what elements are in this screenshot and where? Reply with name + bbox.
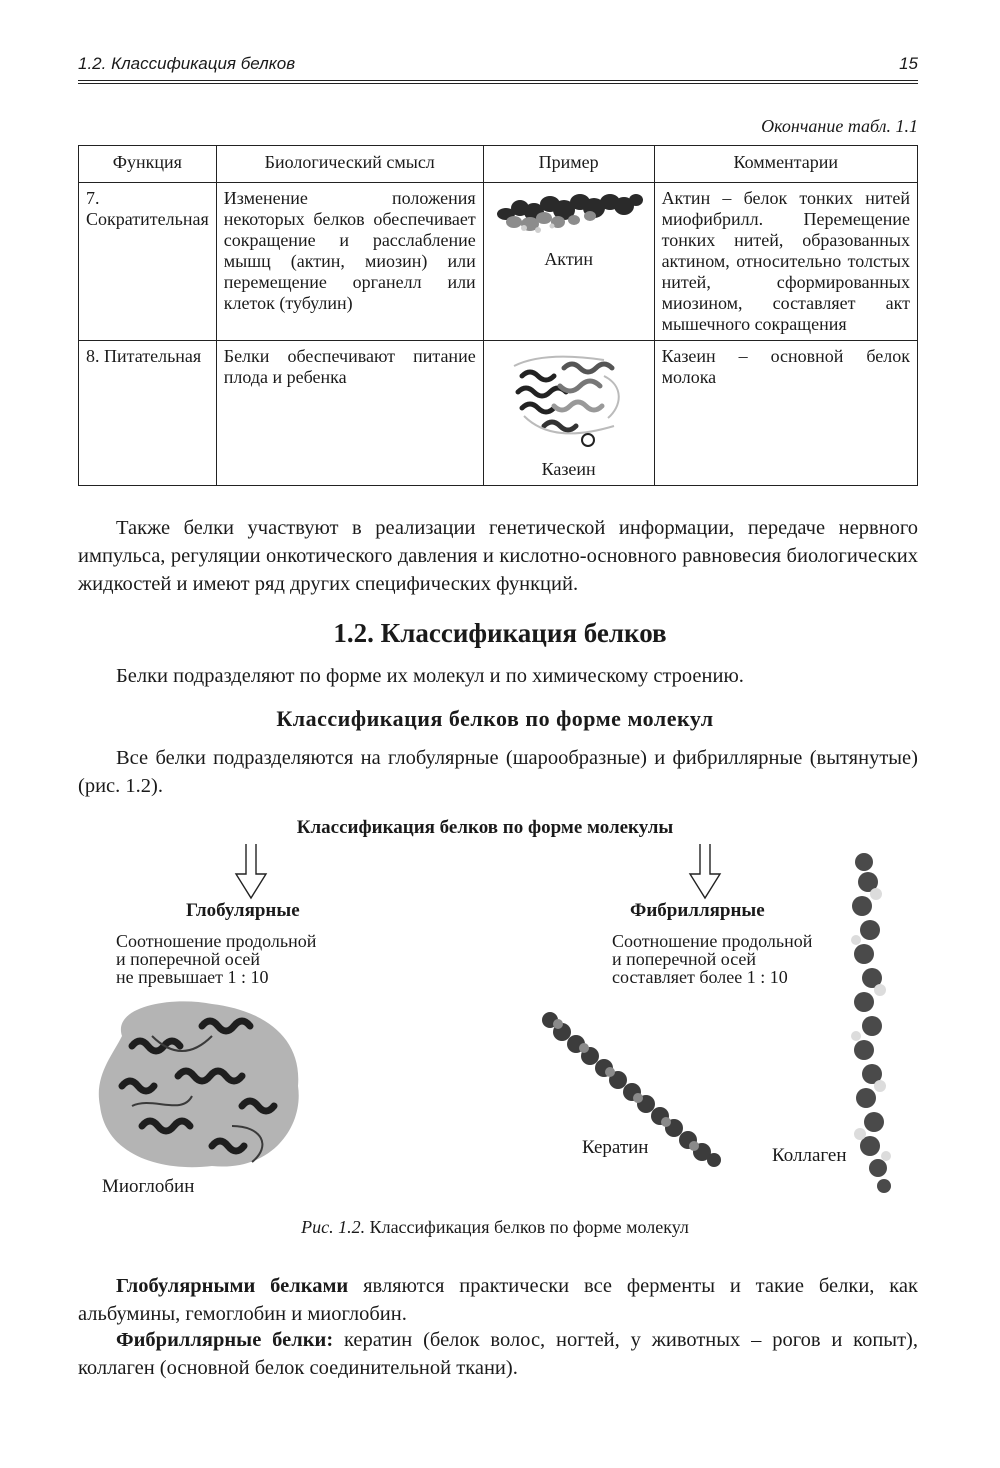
globular-description: Соотношение продольной и поперечной осей не превышает 1 : 10 xyxy=(116,931,317,987)
table-caption: Окончание табл. 1.1 xyxy=(761,116,918,136)
fibrillar-term: Фибриллярные белки: xyxy=(116,1329,334,1351)
header-meaning: Биологический смысл xyxy=(216,146,483,183)
fibrillar-text: кератин (белок волос, ногтей, у животных – рогов и копыт), коллаген (основной белок соединительной ткани). xyxy=(78,1329,918,1379)
header-comment: Комментарии xyxy=(654,146,917,183)
casein-molecule-icon xyxy=(504,346,634,450)
table-header-row xyxy=(79,146,918,183)
table-row xyxy=(79,341,918,486)
myoglobin-label: Миоглобин xyxy=(102,1176,195,1197)
subsection-title: Классификация белков по форме молекул xyxy=(276,706,714,731)
functions-table xyxy=(78,145,918,486)
actin-molecule-icon xyxy=(494,188,644,240)
paragraph-intro: Белки подразделяют по форме их молекул и по химическому строению. xyxy=(116,665,744,687)
myoglobin-molecule-icon xyxy=(92,996,312,1176)
figure-caption xyxy=(0,1217,990,1238)
header-example: Пример xyxy=(483,146,654,183)
globular-term: Глобулярными белками xyxy=(116,1275,349,1297)
globular-text: являются практически все ферменты и такие белки, как альбумины, гемоглобин и миоглобин. xyxy=(78,1275,918,1325)
paragraph-forms: Все белки подразделяются на глобулярные (шарообразные) и фибриллярные (вытянутые) (рис. 1.2). xyxy=(78,747,918,797)
collagen-molecule-icon xyxy=(842,850,912,1195)
running-header xyxy=(78,50,918,81)
keratin-label: Кератин xyxy=(582,1137,649,1158)
running-title: 1.2. Классификация белков xyxy=(78,54,296,73)
row-example xyxy=(483,183,654,341)
paragraph-functions: Также белки участвуют в реализации генетической информации, передаче нервного импульса, регуляции онкотического давления и кислотно-основного равновесия биологических жидкостей и имеют ряд других специфических функций. xyxy=(78,517,918,595)
row-comment: Актин – белок тонких нитей миофибрилл. Перемещение тонких нитей, образованных актином, относительно толстых нитей, сформированных миозином, составляет акт мышечного сокращения xyxy=(654,183,917,341)
row-meaning: Белки обеспечивают питание плода и ребенка xyxy=(216,341,483,486)
paragraph-fibrillar xyxy=(78,1326,918,1382)
figure-title: Классификация белков по форме молекулы xyxy=(296,817,674,838)
example-label: Актин xyxy=(544,249,593,269)
row-comment: Казеин – основной белок молока xyxy=(654,341,917,486)
paragraph-globular xyxy=(78,1272,918,1328)
collagen-label: Коллаген xyxy=(772,1145,847,1166)
header-function: Функция xyxy=(79,146,217,183)
row-example xyxy=(483,341,654,486)
table-row xyxy=(79,183,918,341)
globular-title: Глобулярные xyxy=(186,900,300,921)
page-number: 15 xyxy=(899,54,918,73)
figure-caption-number: Рис. 1.2. xyxy=(301,1217,366,1237)
section-title: 1.2. Классификация белков xyxy=(333,618,667,648)
row-function: 7. Сократительная xyxy=(79,183,217,341)
row-meaning: Изменение положения некоторых белков обеспечивает сокращение и расслабление мышц (актин, миозин) или перемещение органелл или клеток (тубулин) xyxy=(216,183,483,341)
arrow-down-icon xyxy=(688,844,722,900)
fibrillar-description: Соотношение продольной и поперечной осей составляет более 1 : 10 xyxy=(612,931,813,987)
figure-1-2 xyxy=(0,810,1000,1250)
example-label: Казеин xyxy=(541,459,596,479)
row-function: 8. Питательная xyxy=(79,341,217,486)
arrow-down-icon xyxy=(234,844,268,900)
figure-caption-text: Классификация белков по форме молекул xyxy=(369,1217,689,1237)
fibrillar-title: Фибриллярные xyxy=(630,900,765,921)
